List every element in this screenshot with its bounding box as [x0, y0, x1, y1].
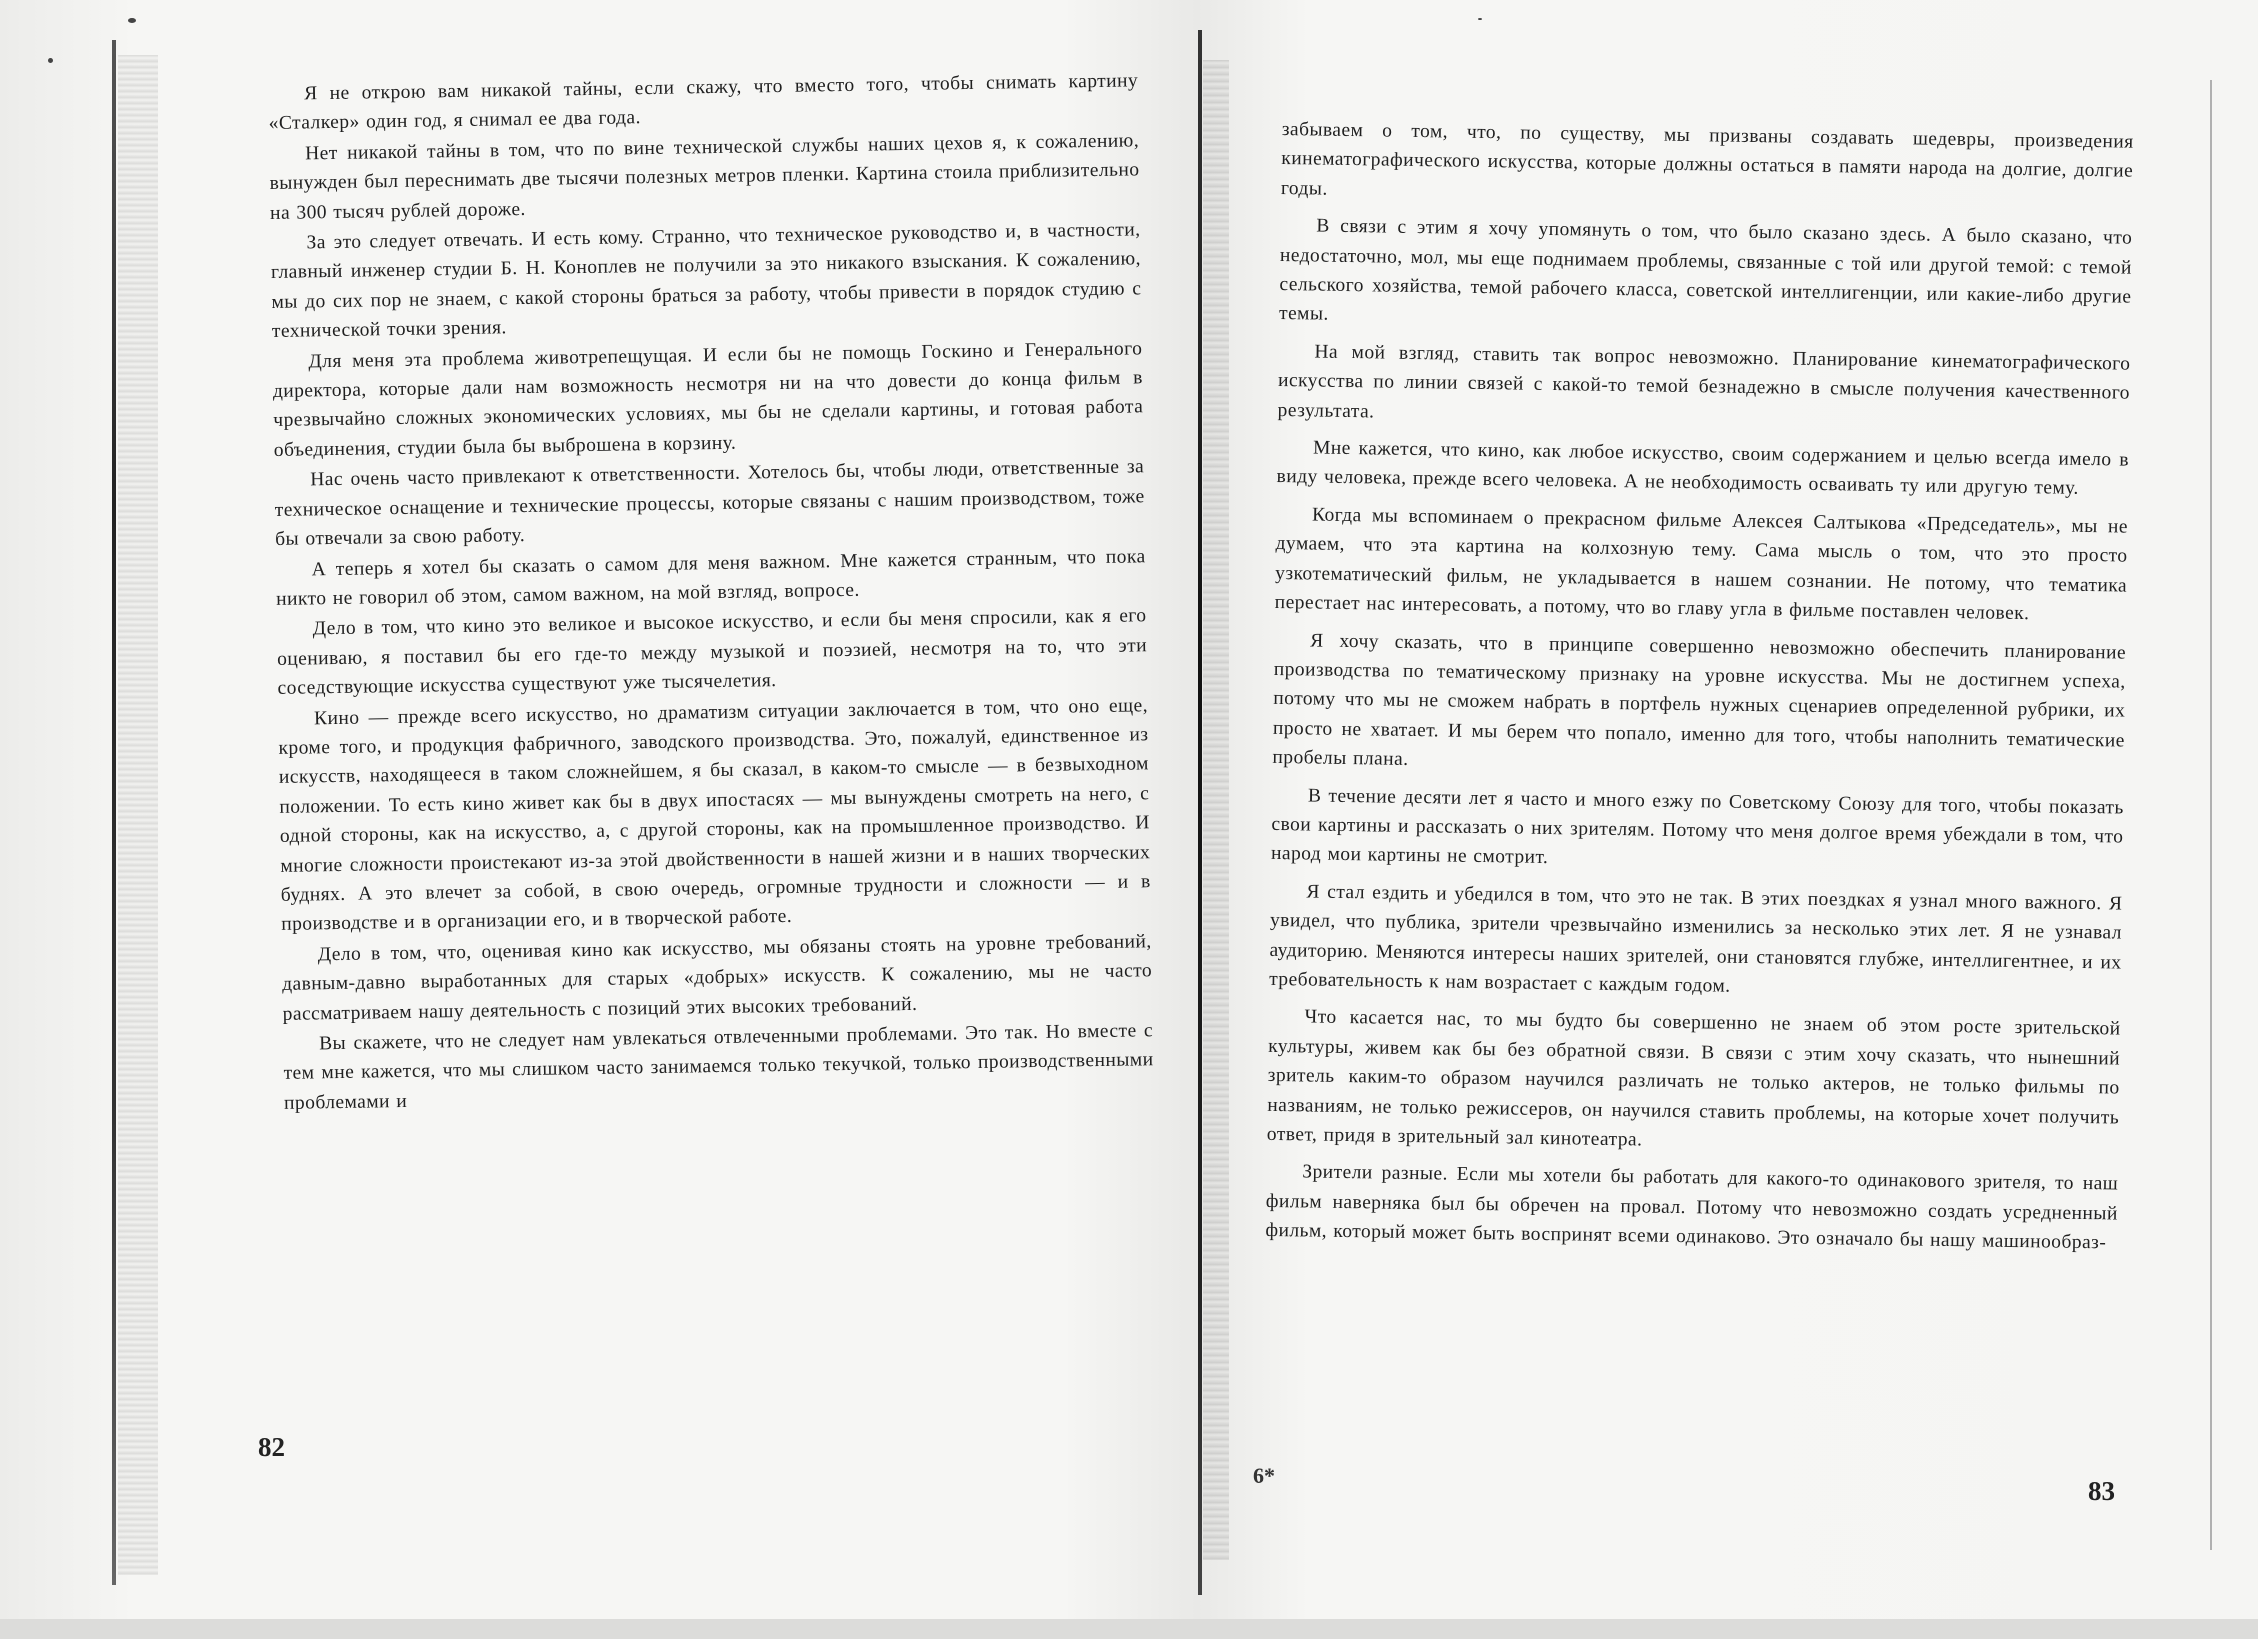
left-page-number: 82: [258, 1432, 285, 1462]
paragraph: В течение десяти лет я часто и много езжу по Советскому Союзу для того, чтобы показать свои картины и рассказать о них зрителям. Потому что меня долгое время убеждали в том, что народ мои картины не смотрит.: [1270, 784, 2124, 869]
paragraph: Для меня эта проблема животрепещущая. И если бы не помощь Госкино и Генерального директора, которые дали нам возможность несмотря ни на что довести до конца фильм в чрезвычайно сложных экономических условиях, мы бы не сделали картины, и готовая работа объединения, студии была бы выброшена в корзину.: [272, 337, 1144, 461]
paragraph: За это следует отвечать. И есть кому. Странно, что техническое руководство и, в частности, главный инженер студии Б. Н. Коноплев не получили за это никакого взыскания. К сожалению, мы до сих пор не знаем, с какой стороны браться за работу, чтобы привести в порядок студию с технической точки зрения.: [270, 219, 1142, 343]
right-page-number: 83: [2088, 1476, 2115, 1506]
scan-speck: [48, 58, 53, 63]
printer-signature-mark: 6*: [1253, 1463, 1275, 1488]
paragraph: Вы скажете, что не следует нам увлекаться отвлеченными проблемами. Это так. Но вместе с тем мне кажется, что мы слишком часто занимаемся только текучкой, только производственными проблемами и: [283, 1020, 1154, 1114]
left-page-edge-shadow: [118, 55, 158, 1575]
scan-bottom-strip: [0, 1619, 2258, 1639]
paragraph: Я не открою вам никакой тайны, если скажу, что вместо того, чтобы снимать картину «Сталкер» один год, я снимал ее два года.: [268, 70, 1139, 135]
paragraph: Я стал ездить и убедился в том, что это не так. В этих поездках я узнал много важного. Я увидел, что публика, зрители чрезвычайно изменились за несколько этих лет. Я не узнавал аудиторию. Меняются интересы наших зрителей, они становятся глубже, интеллигентнее, и их требовательность к нам возрастает с каждым годом.: [1269, 881, 2123, 997]
paragraph: А теперь я хотел бы сказать о самом для меня важном. Мне кажется странным, что пока никто не говорил об этом, самом важном, на мой взгляд, вопросе.: [275, 545, 1146, 610]
paragraph: Я хочу сказать, что в принципе совершенно невозможно обеспечить планирование производства по тематическому признаку на уровне искусства. Мы не достигнем успеха, потому что мы не сможем набрать в портфель нужных сценариев определенной рубрики, их просто не хватает. И мы берем что попало, именно для того, чтобы наполнить тематические пробелы плана.: [1272, 629, 2127, 771]
left-page-edge: [112, 40, 116, 1585]
paragraph: Дело в том, что, оценивая кино как искусство, мы обязаны стоять на уровне требований, давным-давно выработанных для старых «добрых» искусств. К сожалению, мы не часто рассматриваем нашу деятельность с позиций этих высоких требований.: [282, 931, 1153, 1025]
paragraph: забываем о том, что, по существу, мы призваны создавать шедевры, произведения кинематографического искусства, которые должны остаться в памяти народа на долгие, долгие годы.: [1280, 118, 2134, 200]
paragraph: Дело в том, что кино это великое и высокое искусство, и если бы меня спросили, как я его оцениваю, я поставил бы его где-то между музыкой и поэзией, несмотря на то, что эти соседствующие искусства существуют уже тысячелетия.: [276, 605, 1148, 700]
paragraph: Мне кажется, что кино, как любое искусство, своим содержанием и целью всегда имело в виду человека, прежде всего человека. А не необходимость осваивать ту или другую тему.: [1276, 437, 2130, 500]
paragraph: Нас очень часто привлекают к ответственности. Хотелось бы, чтобы люди, ответственные за техническое оснащение и технические процессы, которые связаны с нашим производством, тоже бы отвечали за свою работу.: [274, 456, 1145, 551]
paragraph: Кино — прежде всего искусство, но драматизм ситуации заключается в том, что оно еще, кроме того, и продукция фабричного, заводского производства. Это, пожалуй, единственное из искусств, находящееся в таком сложнейшем, я бы сказал, в каком-то смысле — в безвыходном положении. То есть кино живет как бы в двух ипостасях — мы вынуждены смотреть на него, с одной стороны, как на искусство, а, с другой стороны, как на промышленное производство. И многие сложности проистекают из-за этой двойственности в нашей жизни и в наших творческих буднях. А это влечет за собой, в свою очередь, огромные трудности и сложности — и в производстве и в организации его, и в творческой работе.: [278, 694, 1151, 936]
paragraph: Когда мы вспоминаем о прекрасном фильме Алексея Салтыкова «Председатель», мы не думаем, что эта картина на колхозную тему. Сама мысль о том, что это просто узкотематический фильм, не укладывается в нашем сознании. Не потому, что тематика перестает нас интересовать, а потому, что во главу угла в фильме поставлен человек.: [1274, 504, 2129, 625]
right-page-edge: [2210, 80, 2212, 1550]
right-page-text: [1265, 115, 2134, 1258]
paragraph: Зрители разные. Если мы хотели бы работать для какого-то одинакового зрителя, то наш фильм наверняка был бы обречен на провал. Потому что невозможно создать усредненный фильм, который может быть воспринят всеми одинаково. Это означало бы нашу машинообраз-: [1265, 1161, 2119, 1254]
left-page-text: [268, 66, 1154, 1119]
paragraph: Нет никакой тайны в том, что по вине технической службы наших цехов я, к сожалению, вынужден был переснимать две тысячи полезных метров пленки. Картина стоила приблизительно на 300 тысяч рублей дороже.: [269, 130, 1140, 224]
scan-speck: [128, 18, 136, 23]
gutter-shadow: [1203, 60, 1229, 1560]
paragraph: Что касается нас, то мы будто бы совершенно не знаем об этом росте зрительской культуры, живем как бы без обратной связи. В связи с этим хочу сказать, что нынешний зритель каким-то образом научился различать не только актеров, не только фильмы по названиям, не только режиссеров, он научился ставить проблемы, на которые хочет получить ответ, придя в зрительный зал кинотеатра.: [1266, 1006, 2121, 1151]
book-gutter: [1198, 30, 1202, 1595]
paragraph: На мой взгляд, ставить так вопрос невозможно. Планирование кинематографического искусства по линии связей с какой-то темой безнадежно в смысле получения качественного результата.: [1277, 341, 2131, 423]
paragraph: В связи с этим я хочу упомянуть о том, что было сказано здесь. А было сказано, что недостаточно, мол, мы еще поднимаем проблемы, связанные с той или другой темой: с темой сельского хозяйства, темой рабочего класса, советской интеллигенции, или какие-либо другие темы.: [1278, 215, 2133, 326]
scan-speck: [1478, 18, 1482, 20]
